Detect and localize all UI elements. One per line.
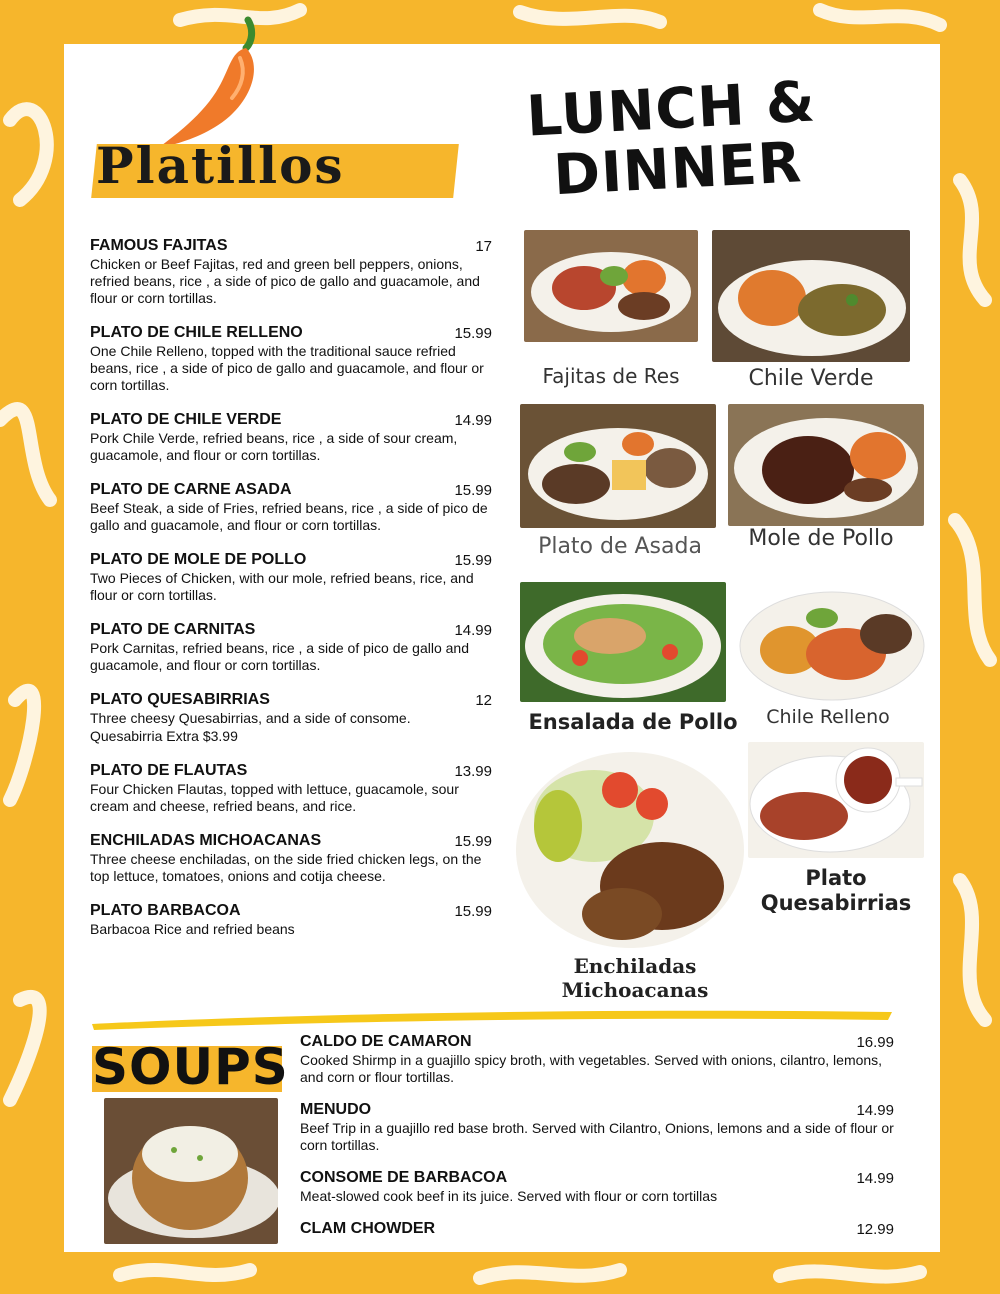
- caption-asada: Plato de Asada: [538, 534, 702, 559]
- menu-item: MENUDO 14.99 Beef Trip in a guajillo red base broth. Served with Cilantro, Onions, lemons and a side of flour or corn tortillas.: [300, 1101, 894, 1153]
- menu-item: PLATO QUESABIRRIAS 12 Three cheesy Quesabirrias, and a side of consome. Quesabirria Extra $3.99: [90, 691, 492, 744]
- caption-chile-verde: Chile Verde: [748, 366, 874, 391]
- section-title-soups: SOUPS: [92, 1038, 289, 1096]
- item-price: 15.99: [454, 903, 492, 920]
- menu-item: CALDO DE CAMARON 16.99 Cooked Shirmp in a guajillo spicy broth, with vegetables. Served with onions, cilantro, lemons, and corn or flour tortillas.: [300, 1033, 894, 1085]
- soups-list: [300, 1032, 894, 1253]
- item-price: 13.99: [454, 763, 492, 780]
- yellow-brush-divider: [92, 1004, 892, 1030]
- item-price: 14.99: [454, 412, 492, 429]
- item-price: 15.99: [454, 482, 492, 499]
- item-price: 15.99: [454, 325, 492, 342]
- item-price: 16.99: [856, 1034, 894, 1051]
- caption-fajitas: Fajitas de Res: [542, 364, 680, 388]
- menu-item: ENCHILADAS MICHOACANAS 15.99 Three cheese enchiladas, on the side fried chicken legs, on the top lettuce, tomatoes, onions and cotija cheese.: [90, 832, 492, 884]
- caption-chile-relleno: Chile Relleno: [766, 706, 890, 728]
- menu-item: PLATO DE CARNE ASADA 15.99 Beef Steak, a side of Fries, refried beans, rice , a side of pico de gallo and guacamole, and flour or corn tortillas.: [90, 481, 492, 533]
- photo-enchiladas: [512, 746, 748, 954]
- lunch-dinner-title: LUNCH & DINNER: [524, 69, 818, 209]
- item-price: 12.99: [856, 1221, 894, 1238]
- caption-enchiladas: Enchiladas Michoacanas: [561, 954, 709, 1002]
- item-extra-note: Quesabirria Extra $3.99: [90, 728, 238, 744]
- platillos-list: [90, 236, 492, 954]
- menu-item: CLAM CHOWDER 12.99: [300, 1220, 894, 1238]
- chili-pepper-icon: [150, 12, 270, 152]
- photo-quesabirrias: [748, 742, 924, 858]
- menu-item: PLATO DE CARNITAS 14.99 Pork Carnitas, refried beans, rice , a side of pico de gallo and guacamole, and flour or corn tortillas.: [90, 621, 492, 673]
- section-title-platillos: Platillos: [96, 136, 345, 195]
- caption-ensalada: Ensalada de Pollo: [528, 710, 738, 734]
- menu-item: PLATO BARBACOA 15.99 Barbacoa Rice and refried beans: [90, 902, 492, 937]
- photo-clam-chowder: [104, 1098, 278, 1244]
- caption-quesabirrias: Plato Quesabirrias: [760, 866, 912, 915]
- caption-mole: Mole de Pollo: [748, 526, 894, 551]
- menu-item: FAMOUS FAJITAS 17 Chicken or Beef Fajitas, red and green bell peppers, onions, refried beans, rice , a side of pico de gallo and guacamole, and flour or corn tortillas.: [90, 237, 492, 306]
- item-price: 14.99: [856, 1170, 894, 1187]
- menu-item: PLATO DE CHILE VERDE 14.99 Pork Chile Verde, refried beans, rice , a side of sour cream, guacamole, and flour or corn tortillas.: [90, 411, 492, 463]
- photo-fajitas: [524, 230, 698, 342]
- menu-item: CONSOME DE BARBACOA 14.99 Meat-slowed cook beef in its juice. Served with flour or corn tortillas: [300, 1169, 894, 1204]
- menu-item: PLATO DE MOLE DE POLLO 15.99 Two Pieces of Chicken, with our mole, refried beans, rice, and flour or corn tortillas.: [90, 551, 492, 603]
- item-price: 17: [475, 238, 492, 255]
- item-price: 15.99: [454, 552, 492, 569]
- item-price: 15.99: [454, 833, 492, 850]
- photo-chile-relleno: [736, 584, 928, 704]
- item-price: 12: [475, 692, 492, 709]
- photo-asada: [520, 404, 716, 528]
- item-price: 14.99: [856, 1102, 894, 1119]
- photo-ensalada: [520, 582, 726, 702]
- photo-mole: [728, 404, 924, 526]
- photo-chile-verde: [712, 230, 910, 362]
- item-price: 14.99: [454, 622, 492, 639]
- menu-item: PLATO DE FLAUTAS 13.99 Four Chicken Flautas, topped with lettuce, guacamole, sour cream and cheese, refried beans, and rice.: [90, 762, 492, 814]
- menu-item: PLATO DE CHILE RELLENO 15.99 One Chile Relleno, topped with the traditional sauce refried beans, rice , a side of pico de gallo and guacamole, and flour or corn tortillas.: [90, 324, 492, 393]
